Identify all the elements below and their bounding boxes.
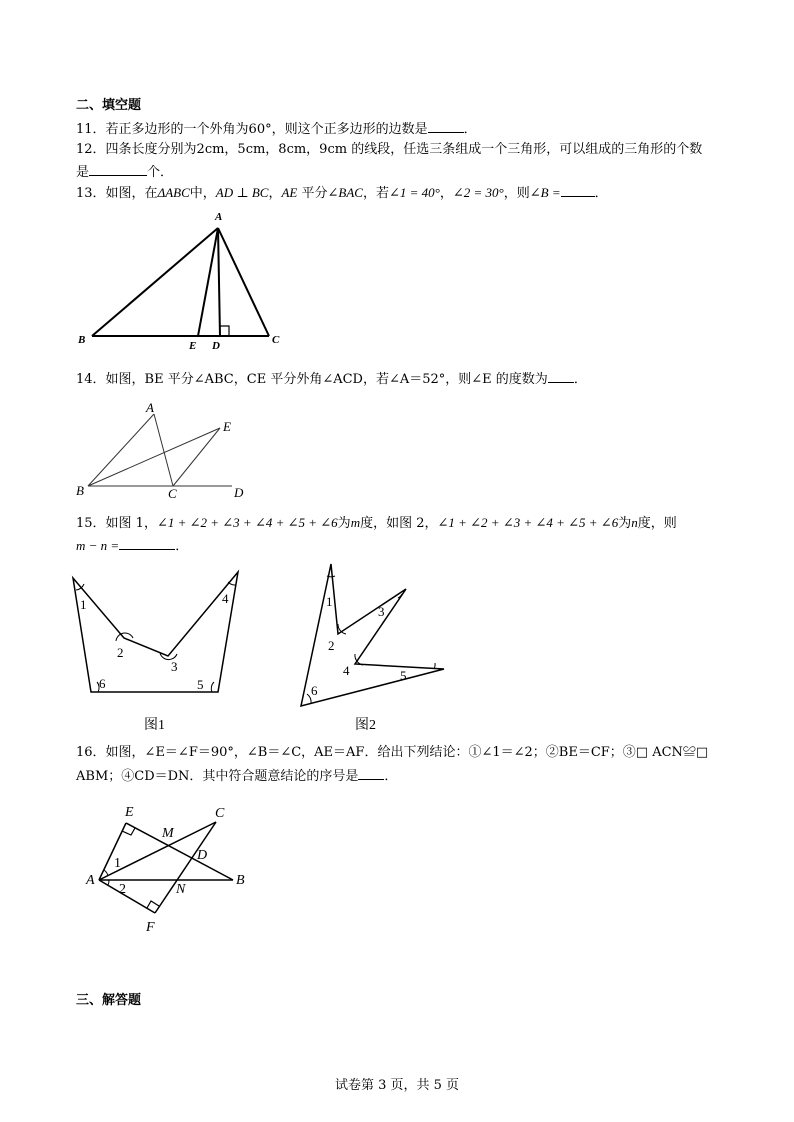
label-f: F <box>146 920 155 935</box>
label-1: 1 <box>114 856 121 871</box>
question-text: 四条长度分别为2cm，5cm，8cm，9cm 的线段，任选三条组成一个三角形，可以组成的三角形的个数 <box>105 142 703 157</box>
answer-blank[interactable] <box>428 120 464 133</box>
segment-be <box>88 428 220 486</box>
question-text: 中， <box>189 186 216 201</box>
question-16-line-2 <box>76 767 397 785</box>
section-heading-answer: 三、解答题 <box>76 993 142 1008</box>
question-text: 为 <box>618 516 632 531</box>
question-15-line-2 <box>76 537 188 555</box>
question-text: 若正多边形的一个外角为60°，则这个正多边形的边数是 <box>105 122 428 137</box>
answer-blank[interactable] <box>548 370 574 383</box>
question-text: ，则 <box>503 186 530 201</box>
label-a: A <box>215 211 223 223</box>
question-text: 如图，∠E＝∠F＝90°，∠B＝∠C，AE＝AF．给出下列结论：①∠1＝∠2；②BE＝CF；③□ ACN≌□ <box>105 745 709 760</box>
punctuation: ． <box>594 186 608 201</box>
label-a: A <box>146 400 154 415</box>
angle-arc-2 <box>108 880 109 885</box>
label-c: C <box>168 486 177 501</box>
question-15-line-1 <box>76 515 677 532</box>
figure-1-caption: 图1 <box>144 718 165 733</box>
question-text: 如图，在 <box>105 186 158 201</box>
question-text: ，若 <box>362 186 389 201</box>
segment-eb <box>126 823 233 880</box>
segment-cf <box>155 822 216 913</box>
math-segment: AE <box>281 185 298 200</box>
math-angle-2: ∠2 = 30° <box>452 185 504 200</box>
angle-label-3: 3 <box>171 659 178 674</box>
answer-blank[interactable] <box>89 163 147 176</box>
section-heading-fill-blank: 二、填空题 <box>76 98 142 113</box>
math-perpendicular: AD ⊥ BC <box>215 185 269 200</box>
label-d: D <box>212 340 220 352</box>
page-footer: 试卷第 3 页，共 5 页 <box>334 1078 460 1093</box>
math-angle-b: ∠B = <box>529 185 561 200</box>
math-var-m: m <box>350 515 361 530</box>
question-number: 16． <box>76 745 106 760</box>
segment-ce <box>173 428 220 486</box>
angle-label-2: 2 <box>117 645 124 660</box>
label-b: B <box>76 483 84 498</box>
segment-ac <box>99 822 216 880</box>
question-16-line-1 <box>76 745 708 761</box>
segment-ae <box>198 228 218 336</box>
punctuation: ． <box>175 539 189 554</box>
angle-label-5: 5 <box>400 668 407 683</box>
question-text: 如图 1， <box>105 516 157 531</box>
question-text: 如图，BE 平分∠ABC，CE 平分外角∠ACD，若∠A＝52°，则∠E 的度数为 <box>105 372 548 387</box>
math-var-n: n <box>631 515 638 530</box>
label-e: E <box>189 340 197 352</box>
segment-ab <box>92 228 218 336</box>
angle-label-4: 4 <box>222 591 229 606</box>
punctuation: ． <box>463 122 477 137</box>
math-angle-1: ∠1 = 40° <box>388 185 440 200</box>
angle-label-4: 4 <box>343 663 350 678</box>
angle-label-3: 3 <box>378 604 385 619</box>
label-b: B <box>236 873 245 888</box>
angle-label-1: 1 <box>80 597 87 612</box>
question-text: 度，则 <box>637 516 677 531</box>
question-14 <box>76 370 587 388</box>
answer-blank[interactable] <box>119 537 175 550</box>
question-13 <box>76 184 608 202</box>
segment-ba <box>88 414 154 486</box>
angle-label-6: 6 <box>99 676 106 691</box>
label-m: M <box>162 826 174 841</box>
question-text: 个． <box>147 165 174 180</box>
label-2: 2 <box>119 882 126 897</box>
right-angle-mark-f <box>147 901 159 908</box>
label-c: C <box>272 334 280 346</box>
question-number: 11． <box>76 122 106 137</box>
question-text: 度，如图 2， <box>360 516 438 531</box>
segment-af <box>99 880 155 913</box>
figure-2-caption: 图2 <box>355 718 376 733</box>
question-text: ABM；④CD＝DN．其中符合题意结论的序号是 <box>76 769 359 784</box>
question-number: 15． <box>76 516 106 531</box>
segment-ad <box>218 228 220 336</box>
punctuation: ． <box>573 372 587 387</box>
math-angle: ∠BAC <box>327 185 363 200</box>
question-text: 是 <box>76 165 90 180</box>
math-angle-sum: ∠1 + ∠2 + ∠3 + ∠4 + ∠5 + ∠6 <box>156 515 338 530</box>
math-triangle: ΔABC <box>157 185 190 200</box>
math-angle-sum: ∠1 + ∠2 + ∠3 + ∠4 + ∠5 + ∠6 <box>437 515 619 530</box>
question-number: 13． <box>76 186 106 201</box>
answer-blank[interactable] <box>561 184 595 197</box>
label-d: D <box>197 848 208 863</box>
label-n: N <box>176 882 186 897</box>
question-number: 12． <box>76 142 106 157</box>
label-c: C <box>215 806 225 821</box>
angle-arc-1 <box>104 870 108 876</box>
label-e: E <box>125 805 134 820</box>
question-text: ， <box>268 186 282 201</box>
segment-ae <box>99 823 126 880</box>
right-angle-mark-e <box>122 828 135 835</box>
angle-label-5: 5 <box>197 677 204 692</box>
figure-2-polygon <box>301 564 444 706</box>
segment-ac <box>154 414 173 486</box>
question-12-line-1 <box>76 142 702 158</box>
question-11 <box>76 120 477 138</box>
angle-label-1: 1 <box>326 594 333 609</box>
segment-ac <box>218 228 269 336</box>
label-b: B <box>78 334 86 346</box>
label-d: D <box>234 485 244 500</box>
question-12-line-2 <box>76 163 173 181</box>
answer-blank[interactable] <box>358 767 384 780</box>
angle-label-2: 2 <box>328 638 335 653</box>
figure-1-polygon <box>73 572 238 692</box>
right-angle-mark <box>220 326 229 336</box>
question-text: 平分 <box>297 186 328 201</box>
question-number: 14． <box>76 372 106 387</box>
question-text: ， <box>439 186 453 201</box>
label-a: A <box>86 873 95 888</box>
math-expression: m − n = <box>76 538 120 553</box>
question-text: 为 <box>337 516 351 531</box>
angle-label-6: 6 <box>311 683 318 698</box>
label-e: E <box>223 419 231 434</box>
punctuation: ． <box>384 769 398 784</box>
